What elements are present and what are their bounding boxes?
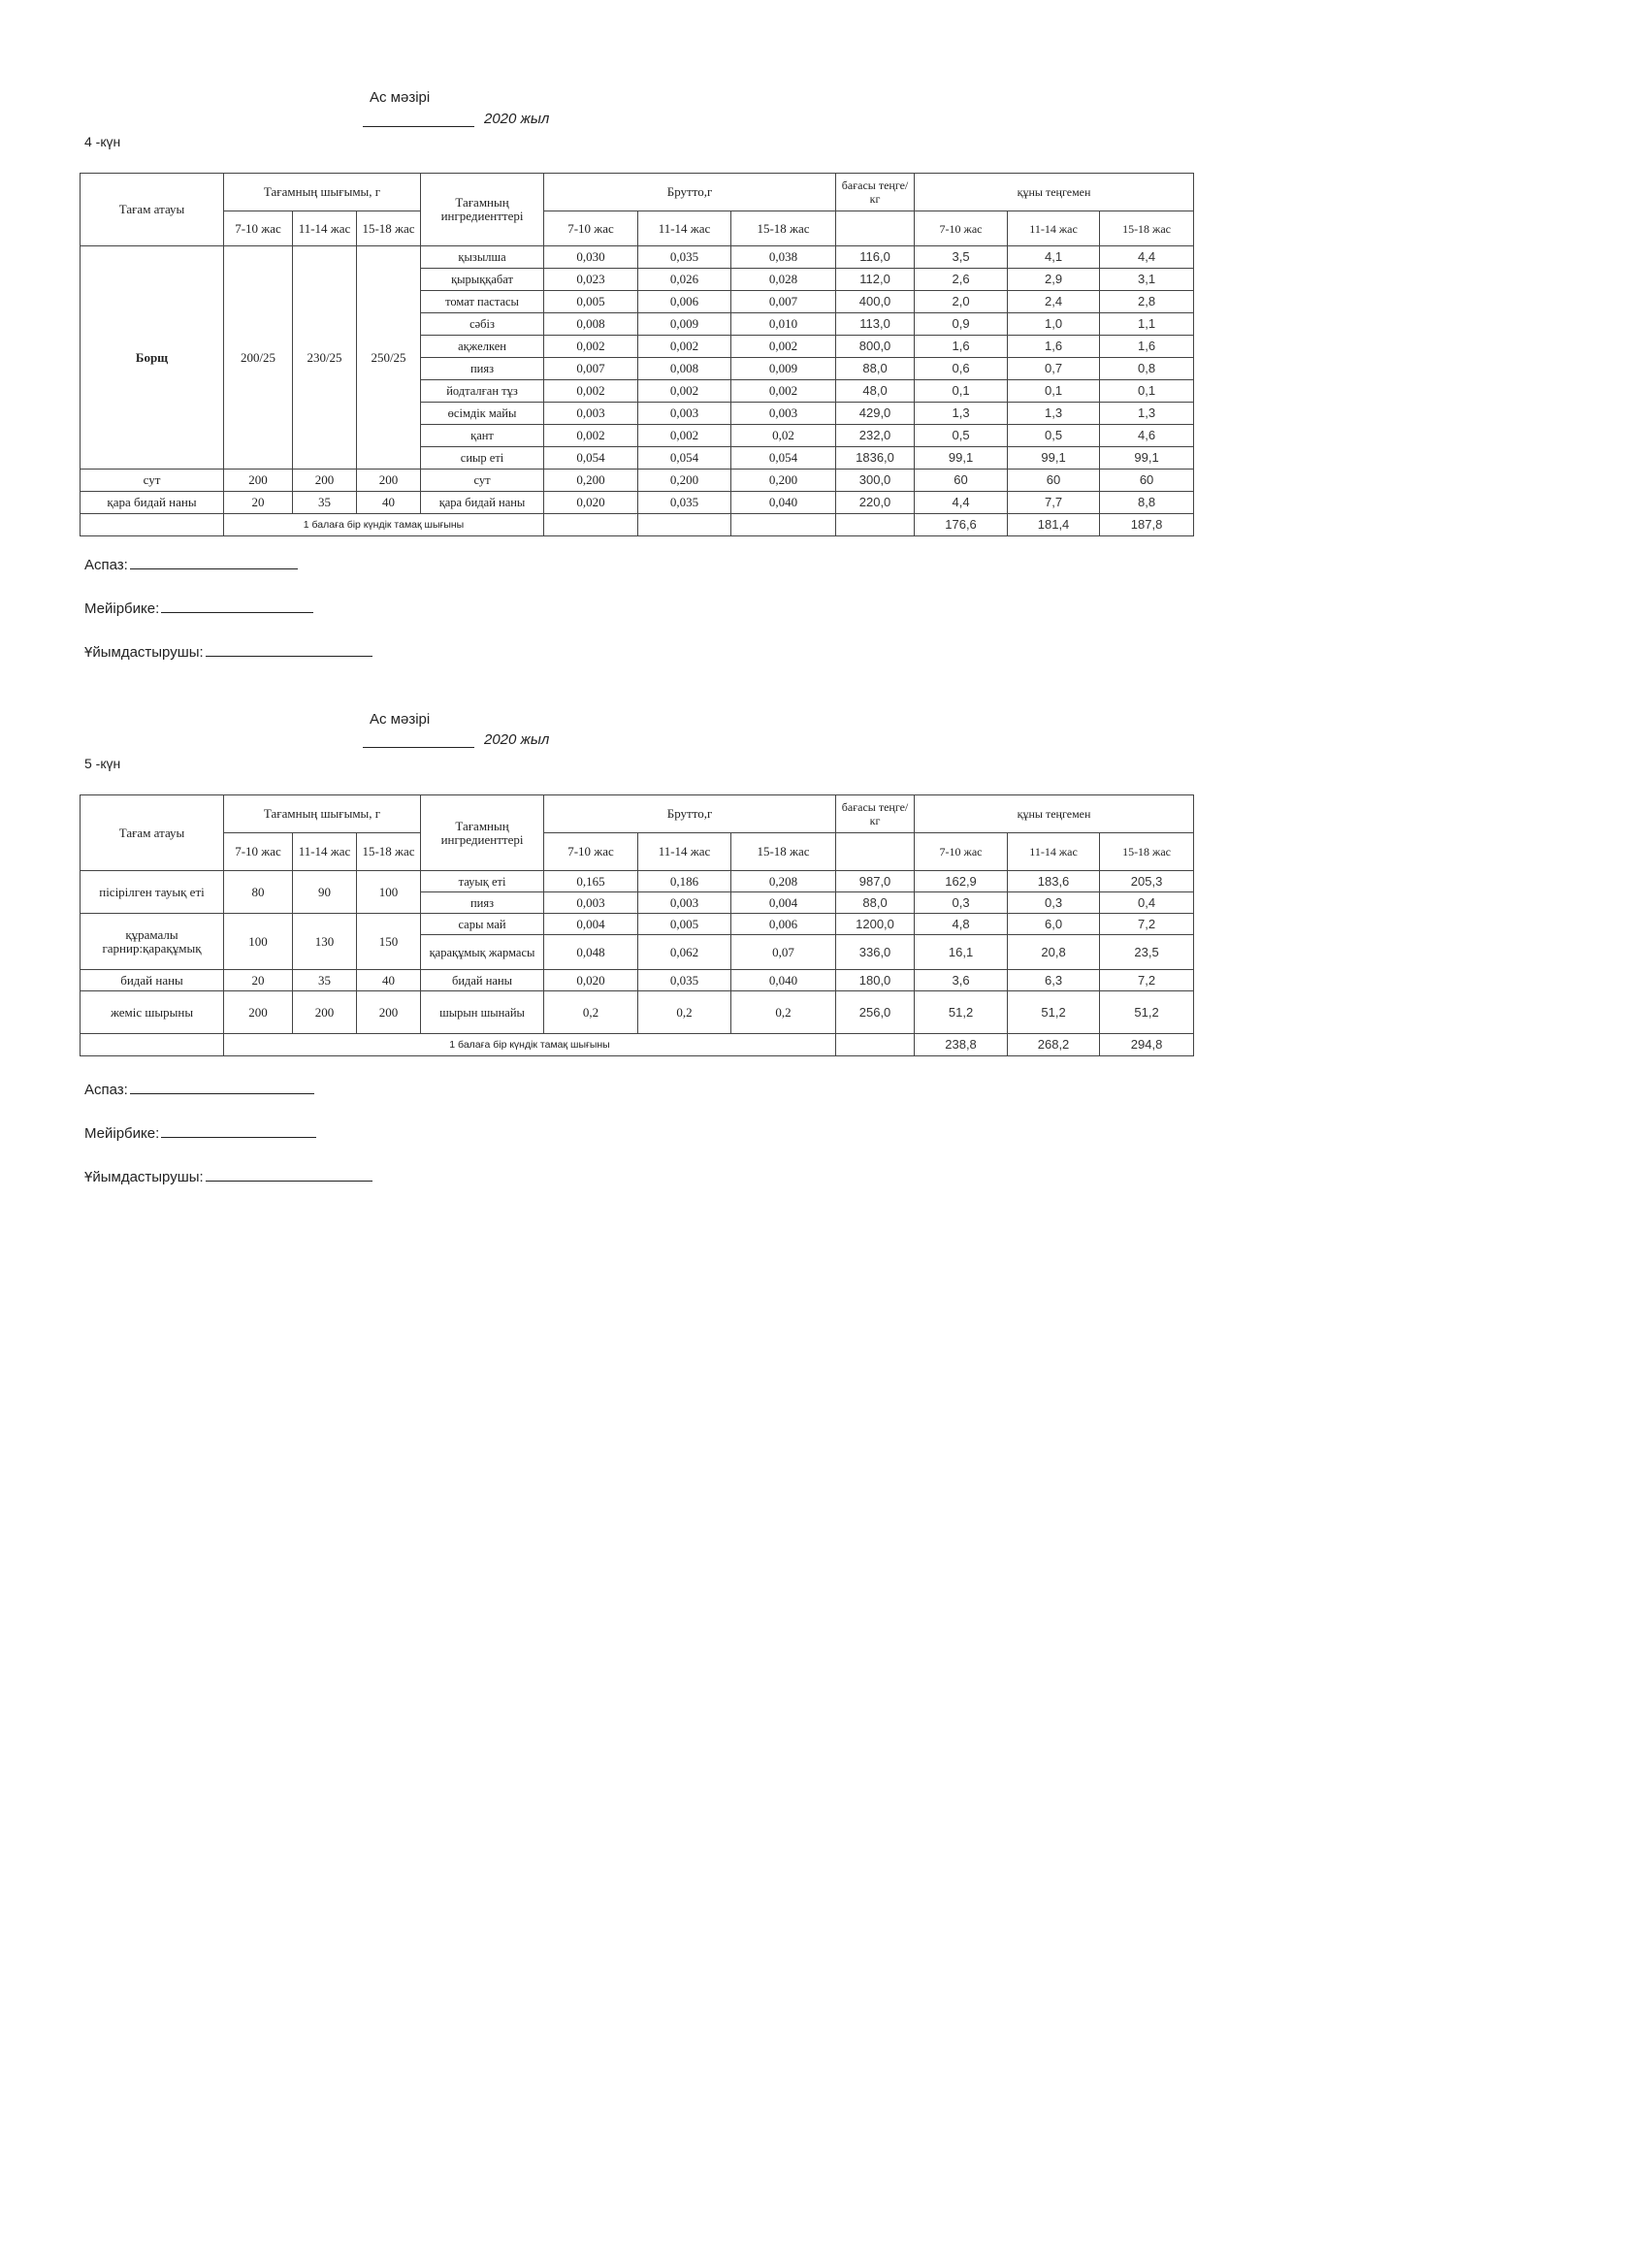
header-cost: құны теңгемен [915, 174, 1194, 211]
menu-title: Ас мәзірі [370, 711, 431, 728]
brutto-15-18: 0,040 [731, 492, 836, 514]
brutto-11-14: 0,035 [638, 246, 731, 269]
header-price: бағасы теңге/кг [836, 795, 915, 833]
brutto-15-18: 0,007 [731, 291, 836, 313]
cost-7-10: 0,6 [915, 358, 1008, 380]
menu-title: Ас мәзірі [370, 89, 431, 106]
year-label: 2020 жыл [484, 111, 550, 127]
signature-organizer [84, 644, 372, 661]
cost-15-18: 7,2 [1100, 970, 1194, 991]
price: 256,0 [836, 991, 915, 1034]
cost-7-10: 4,8 [915, 914, 1008, 935]
cost-7-10: 16,1 [915, 935, 1008, 970]
brutto-15-18: 0,010 [731, 313, 836, 336]
ingredient: қарақұмық жармасы [421, 935, 544, 970]
dish-name: пісірілген тауық еті [81, 871, 224, 914]
ingredient: қара бидай наны [421, 492, 544, 514]
signature-line [206, 655, 372, 657]
output-7-10: 200 [224, 991, 293, 1034]
brutto-7-10: 0,200 [544, 470, 638, 492]
cost-11-14: 1,3 [1008, 403, 1100, 425]
brutto-15-18: 0,054 [731, 447, 836, 470]
output-11-14: 130 [293, 914, 357, 970]
price: 300,0 [836, 470, 915, 492]
cost-15-18: 0,8 [1100, 358, 1194, 380]
output-7-10: 20 [224, 492, 293, 514]
signature-line [206, 1180, 372, 1182]
signature-line [130, 1092, 314, 1094]
header-brutto-11-14: 11-14 жас [638, 833, 731, 871]
dish-name: Борщ [81, 246, 224, 470]
brutto-11-14: 0,035 [638, 970, 731, 991]
ingredient: ақжелкен [421, 336, 544, 358]
cost-11-14: 20,8 [1008, 935, 1100, 970]
brutto-15-18: 0,003 [731, 403, 836, 425]
output-15-18: 100 [357, 871, 421, 914]
dish-name: жеміс шырыны [81, 991, 224, 1034]
brutto-15-18: 0,200 [731, 470, 836, 492]
day-label: 5 -күн [84, 756, 121, 771]
cost-11-14: 7,7 [1008, 492, 1100, 514]
dish-name: құрамалы гарнир:қарақұмық [81, 914, 224, 970]
cost-7-10: 51,2 [915, 991, 1008, 1034]
brutto-7-10: 0,003 [544, 892, 638, 914]
brutto-11-14: 0,054 [638, 447, 731, 470]
cost-15-18: 1,6 [1100, 336, 1194, 358]
header-dish: Тағам атауы [81, 795, 224, 871]
signature-organizer-label: Ұйымдастырушы: [84, 1169, 204, 1185]
total-blank [731, 514, 836, 536]
cost-11-14: 0,5 [1008, 425, 1100, 447]
cost-11-14: 6,0 [1008, 914, 1100, 935]
cost-7-10: 2,6 [915, 269, 1008, 291]
header-age-7-10: 7-10 жас [224, 833, 293, 871]
header-age-7-10: 7-10 жас [224, 211, 293, 246]
brutto-15-18: 0,2 [731, 991, 836, 1034]
header-brutto: Брутто,г [544, 174, 836, 211]
signature-organizer-label: Ұйымдастырушы: [84, 644, 204, 661]
signature-cook-label: Аспаз: [84, 557, 128, 573]
header-price-blank [836, 833, 915, 871]
price: 800,0 [836, 336, 915, 358]
cost-7-10: 0,1 [915, 380, 1008, 403]
cost-11-14: 0,7 [1008, 358, 1100, 380]
cost-15-18: 205,3 [1100, 871, 1194, 892]
brutto-15-18: 0,07 [731, 935, 836, 970]
brutto-11-14: 0,006 [638, 291, 731, 313]
brutto-11-14: 0,008 [638, 358, 731, 380]
dish-name: сут [81, 470, 224, 492]
brutto-15-18: 0,002 [731, 380, 836, 403]
signature-line [161, 1136, 316, 1138]
output-11-14: 35 [293, 970, 357, 991]
cost-15-18: 8,8 [1100, 492, 1194, 514]
day-label: 4 -күн [84, 134, 121, 149]
cost-7-10: 1,3 [915, 403, 1008, 425]
brutto-15-18: 0,002 [731, 336, 836, 358]
output-11-14: 230/25 [293, 246, 357, 470]
cost-7-10: 0,3 [915, 892, 1008, 914]
brutto-11-14: 0,002 [638, 336, 731, 358]
cost-15-18: 60 [1100, 470, 1194, 492]
cost-11-14: 60 [1008, 470, 1100, 492]
output-7-10: 80 [224, 871, 293, 914]
brutto-11-14: 0,186 [638, 871, 731, 892]
output-15-18: 200 [357, 991, 421, 1034]
table-row [81, 492, 1194, 514]
brutto-7-10: 0,002 [544, 425, 638, 447]
header-output: Тағамның шығымы, г [224, 795, 421, 833]
brutto-7-10: 0,007 [544, 358, 638, 380]
brutto-15-18: 0,040 [731, 970, 836, 991]
brutto-11-14: 0,062 [638, 935, 731, 970]
output-15-18: 40 [357, 492, 421, 514]
ingredient: томат пастасы [421, 291, 544, 313]
cost-11-14: 51,2 [1008, 991, 1100, 1034]
header-price-blank [836, 211, 915, 246]
brutto-7-10: 0,004 [544, 914, 638, 935]
cost-7-10: 0,9 [915, 313, 1008, 336]
header-brutto: Брутто,г [544, 795, 836, 833]
brutto-11-14: 0,003 [638, 892, 731, 914]
cost-15-18: 1,3 [1100, 403, 1194, 425]
cost-7-10: 3,5 [915, 246, 1008, 269]
cost-7-10: 1,6 [915, 336, 1008, 358]
menu-year [363, 731, 549, 748]
signature-nurse [84, 600, 313, 617]
price: 88,0 [836, 892, 915, 914]
header-brutto-15-18: 15-18 жас [731, 211, 836, 246]
menu-year [363, 111, 549, 127]
cost-15-18: 99,1 [1100, 447, 1194, 470]
table-row [81, 871, 1194, 892]
total-cost-15-18: 187,8 [1100, 514, 1194, 536]
ingredient: қант [421, 425, 544, 447]
header-age-11-14: 11-14 жас [293, 833, 357, 871]
signature-cook-label: Аспаз: [84, 1082, 128, 1098]
header-cost-11-14: 11-14 жас [1008, 211, 1100, 246]
price: 113,0 [836, 313, 915, 336]
cost-11-14: 2,9 [1008, 269, 1100, 291]
ingredient: сут [421, 470, 544, 492]
cost-11-14: 2,4 [1008, 291, 1100, 313]
header-cost-7-10: 7-10 жас [915, 211, 1008, 246]
signature-cook [84, 1082, 314, 1098]
brutto-11-14: 0,200 [638, 470, 731, 492]
cost-15-18: 0,4 [1100, 892, 1194, 914]
brutto-15-18: 0,208 [731, 871, 836, 892]
output-15-18: 250/25 [357, 246, 421, 470]
header-cost-11-14: 11-14 жас [1008, 833, 1100, 871]
ingredient: қырыққабат [421, 269, 544, 291]
cost-15-18: 1,1 [1100, 313, 1194, 336]
cost-7-10: 0,5 [915, 425, 1008, 447]
table-row [81, 246, 1194, 269]
total-cost-11-14: 181,4 [1008, 514, 1100, 536]
total-cost-15-18: 294,8 [1100, 1034, 1194, 1056]
ingredient: шырын шынайы [421, 991, 544, 1034]
total-row [81, 1034, 1194, 1056]
price: 180,0 [836, 970, 915, 991]
header-age-15-18: 15-18 жас [357, 211, 421, 246]
cost-15-18: 3,1 [1100, 269, 1194, 291]
ingredient: пияз [421, 358, 544, 380]
ingredient: пияз [421, 892, 544, 914]
brutto-15-18: 0,028 [731, 269, 836, 291]
header-cost-7-10: 7-10 жас [915, 833, 1008, 871]
total-blank [544, 514, 638, 536]
price: 336,0 [836, 935, 915, 970]
signature-nurse-label: Мейірбике: [84, 1125, 160, 1142]
cost-15-18: 2,8 [1100, 291, 1194, 313]
signature-line [161, 611, 313, 613]
output-7-10: 200 [224, 470, 293, 492]
cost-11-14: 6,3 [1008, 970, 1100, 991]
brutto-11-14: 0,002 [638, 425, 731, 447]
brutto-11-14: 0,035 [638, 492, 731, 514]
brutto-7-10: 0,2 [544, 991, 638, 1034]
output-11-14: 90 [293, 871, 357, 914]
cost-7-10: 99,1 [915, 447, 1008, 470]
date-blank [363, 125, 474, 127]
brutto-7-10: 0,005 [544, 291, 638, 313]
price: 220,0 [836, 492, 915, 514]
ingredient: бидай наны [421, 970, 544, 991]
header-brutto-15-18: 15-18 жас [731, 833, 836, 871]
brutto-11-14: 0,2 [638, 991, 731, 1034]
ingredient: сары май [421, 914, 544, 935]
brutto-11-14: 0,009 [638, 313, 731, 336]
brutto-11-14: 0,005 [638, 914, 731, 935]
output-7-10: 20 [224, 970, 293, 991]
output-11-14: 200 [293, 470, 357, 492]
header-age-15-18: 15-18 жас [357, 833, 421, 871]
date-blank [363, 746, 474, 748]
signature-line [130, 567, 298, 569]
header-dish: Тағам атауы [81, 174, 224, 246]
output-11-14: 35 [293, 492, 357, 514]
cost-15-18: 0,1 [1100, 380, 1194, 403]
price: 429,0 [836, 403, 915, 425]
brutto-7-10: 0,002 [544, 380, 638, 403]
header-output: Тағамның шығымы, г [224, 174, 421, 211]
total-blank [81, 514, 224, 536]
output-15-18: 200 [357, 470, 421, 492]
brutto-7-10: 0,054 [544, 447, 638, 470]
price: 88,0 [836, 358, 915, 380]
menu-table-day5 [80, 794, 1194, 1056]
ingredient: сиыр еті [421, 447, 544, 470]
menu-table-day4 [80, 173, 1194, 536]
output-7-10: 100 [224, 914, 293, 970]
cost-11-14: 183,6 [1008, 871, 1100, 892]
brutto-7-10: 0,165 [544, 871, 638, 892]
output-15-18: 150 [357, 914, 421, 970]
output-7-10: 200/25 [224, 246, 293, 470]
brutto-7-10: 0,030 [544, 246, 638, 269]
cost-11-14: 4,1 [1008, 246, 1100, 269]
price: 400,0 [836, 291, 915, 313]
header-brutto-7-10: 7-10 жас [544, 833, 638, 871]
cost-15-18: 7,2 [1100, 914, 1194, 935]
cost-11-14: 1,6 [1008, 336, 1100, 358]
header-price: бағасы теңге/кг [836, 174, 915, 211]
cost-15-18: 23,5 [1100, 935, 1194, 970]
total-blank [638, 514, 731, 536]
total-label: 1 балаға бір күндік тамақ шығыны [224, 514, 544, 536]
ingredient: тауық еті [421, 871, 544, 892]
table-row [81, 970, 1194, 991]
brutto-7-10: 0,020 [544, 970, 638, 991]
header-age-11-14: 11-14 жас [293, 211, 357, 246]
price: 987,0 [836, 871, 915, 892]
total-row [81, 514, 1194, 536]
signature-cook [84, 557, 298, 573]
signature-organizer [84, 1169, 372, 1185]
header-ingredients: Тағамның ингредиенттері [421, 174, 544, 246]
brutto-7-10: 0,048 [544, 935, 638, 970]
cost-15-18: 4,6 [1100, 425, 1194, 447]
brutto-15-18: 0,038 [731, 246, 836, 269]
cost-7-10: 4,4 [915, 492, 1008, 514]
total-blank [836, 1034, 915, 1056]
brutto-15-18: 0,006 [731, 914, 836, 935]
cost-11-14: 0,3 [1008, 892, 1100, 914]
price: 48,0 [836, 380, 915, 403]
cost-7-10: 2,0 [915, 291, 1008, 313]
ingredient: йодталған тұз [421, 380, 544, 403]
price: 1836,0 [836, 447, 915, 470]
brutto-15-18: 0,004 [731, 892, 836, 914]
output-15-18: 40 [357, 970, 421, 991]
brutto-7-10: 0,023 [544, 269, 638, 291]
cost-11-14: 99,1 [1008, 447, 1100, 470]
cost-7-10: 162,9 [915, 871, 1008, 892]
header-cost-15-18: 15-18 жас [1100, 833, 1194, 871]
cost-7-10: 3,6 [915, 970, 1008, 991]
table-row [81, 470, 1194, 492]
price: 112,0 [836, 269, 915, 291]
ingredient: қызылша [421, 246, 544, 269]
header-brutto-11-14: 11-14 жас [638, 211, 731, 246]
header-ingredients: Тағамның ингредиенттері [421, 795, 544, 871]
output-11-14: 200 [293, 991, 357, 1034]
brutto-11-14: 0,026 [638, 269, 731, 291]
cost-15-18: 4,4 [1100, 246, 1194, 269]
dish-name: бидай наны [81, 970, 224, 991]
ingredient: сәбіз [421, 313, 544, 336]
brutto-11-14: 0,002 [638, 380, 731, 403]
brutto-15-18: 0,02 [731, 425, 836, 447]
cost-11-14: 0,1 [1008, 380, 1100, 403]
cost-7-10: 60 [915, 470, 1008, 492]
table-row [81, 914, 1194, 935]
signature-nurse [84, 1125, 316, 1142]
table-row [81, 991, 1194, 1034]
brutto-7-10: 0,020 [544, 492, 638, 514]
total-label: 1 балаға бір күндік тамақ шығыны [224, 1034, 836, 1056]
price: 1200,0 [836, 914, 915, 935]
total-cost-7-10: 176,6 [915, 514, 1008, 536]
header-cost-15-18: 15-18 жас [1100, 211, 1194, 246]
brutto-7-10: 0,002 [544, 336, 638, 358]
cost-15-18: 51,2 [1100, 991, 1194, 1034]
total-blank [836, 514, 915, 536]
dish-name: қара бидай наны [81, 492, 224, 514]
brutto-15-18: 0,009 [731, 358, 836, 380]
brutto-11-14: 0,003 [638, 403, 731, 425]
signature-nurse-label: Мейірбике: [84, 600, 160, 617]
total-cost-11-14: 268,2 [1008, 1034, 1100, 1056]
cost-11-14: 1,0 [1008, 313, 1100, 336]
total-blank [81, 1034, 224, 1056]
header-cost: құны теңгемен [915, 795, 1194, 833]
price: 116,0 [836, 246, 915, 269]
brutto-7-10: 0,003 [544, 403, 638, 425]
header-brutto-7-10: 7-10 жас [544, 211, 638, 246]
brutto-7-10: 0,008 [544, 313, 638, 336]
total-cost-7-10: 238,8 [915, 1034, 1008, 1056]
price: 232,0 [836, 425, 915, 447]
ingredient: өсімдік майы [421, 403, 544, 425]
year-label: 2020 жыл [484, 731, 550, 748]
